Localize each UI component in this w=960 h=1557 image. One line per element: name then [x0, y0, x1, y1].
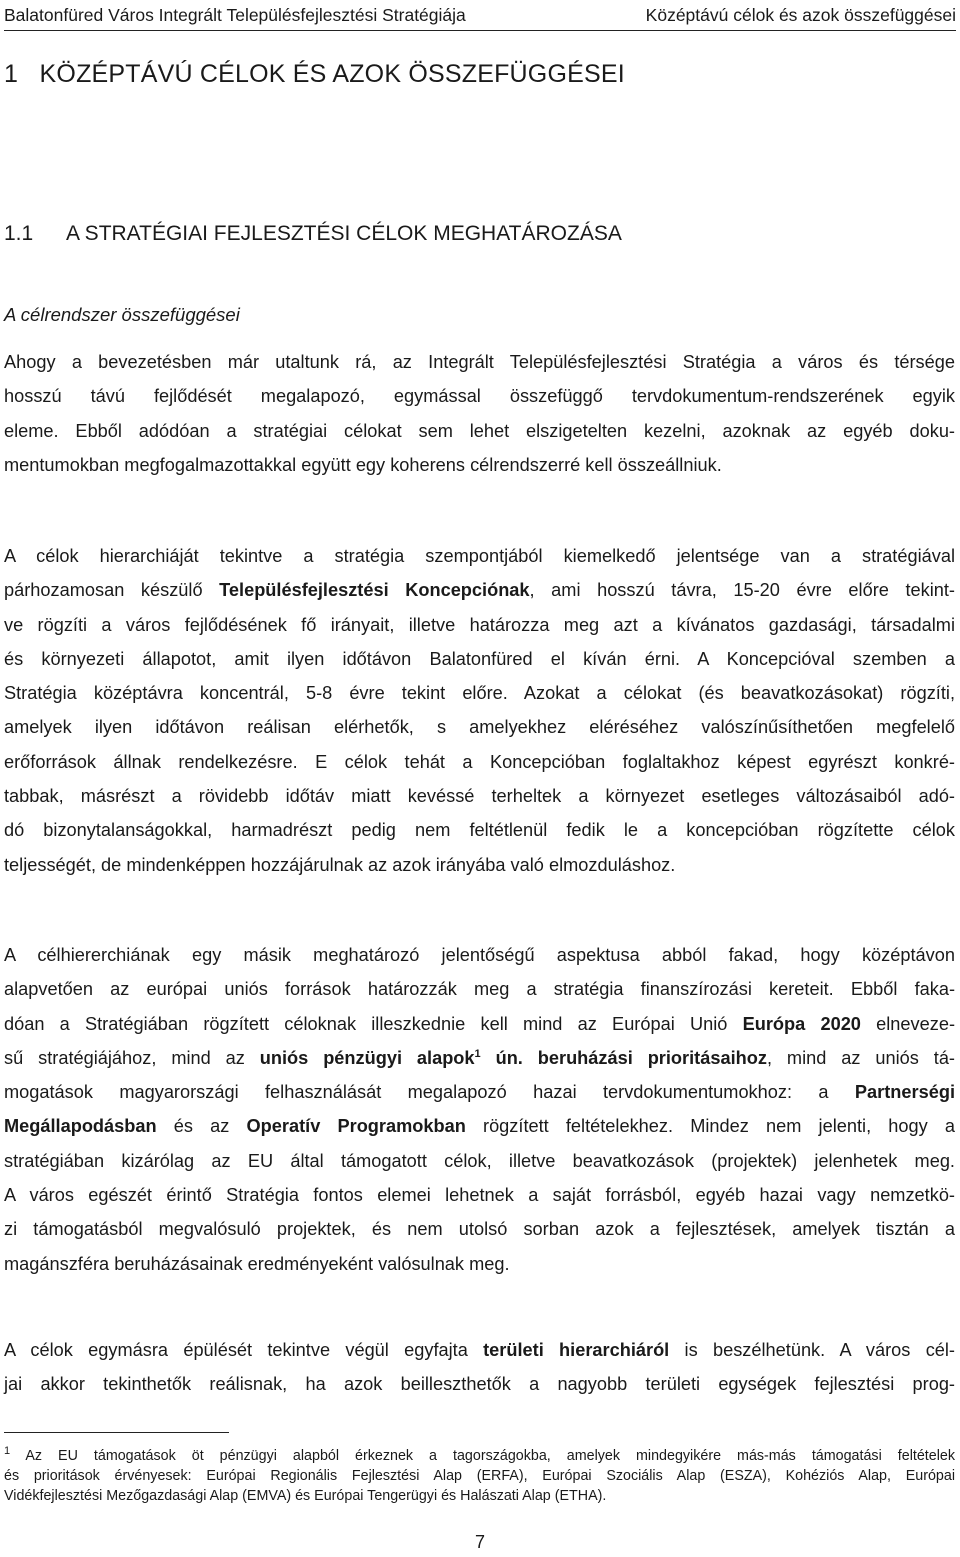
paragraph-line	[4, 1333, 955, 1367]
paragraph-line: dó bizonytalanságokkal, harmadrészt pedig nem feltétlenül fedik le a koncepcióban rögzítette célok	[4, 820, 955, 841]
footnote-line: és prioritások érvényesek: Európai Regionális Fejlesztési Alap (ERFA), Európai Szociális Alap (ESZA), Kohéziós Alap, Európai	[4, 1468, 955, 1484]
running-header	[4, 0, 956, 31]
text-run: rögzített feltételekhez. Mindez nem jelenti, hogy a	[465, 1116, 956, 1137]
text-run: párhozamosan készülő	[4, 580, 220, 601]
text-run: mogatások magyarországi felhasználását megalapozó hazai tervdokumentumokhoz: a	[4, 1082, 855, 1103]
paragraph-line: jai akkor tekinthetők reálisnak, ha azok beilleszthetők a nagyobb területi egységek fejlesztési prog-	[4, 1374, 955, 1395]
bold-term: uniós pénzügyi alapok	[259, 1047, 475, 1068]
paragraph-3	[4, 938, 955, 1281]
text-run: dóan a Stratégiában rögzített céloknak illeszkednie kell mind az Európai Unió	[4, 1013, 743, 1034]
text-run: sű stratégiájához, mind az	[4, 1047, 260, 1068]
footnote-marker: 1	[4, 1445, 11, 1458]
paragraph-2	[4, 539, 955, 882]
bold-term: Operatív Programokban	[246, 1116, 466, 1137]
bold-term: Európa 2020	[742, 1013, 861, 1034]
paragraph-line: és környezeti állapotot, amit ilyen időtávon Balatonfüred el kíván érni. A Koncepcióval szemben a	[4, 648, 955, 669]
paragraph-line: A célhiererchiának egy másik meghatározó jelentőségű aspektusa abból fakad, hogy középtávon	[4, 945, 955, 965]
bold-term: Megállapodásban	[4, 1116, 157, 1137]
bold-term: Partnerségi	[854, 1082, 955, 1103]
paragraph-line: eleme. Ebből adódóan a stratégiai célokat sem lehet elszigetelten kezelni, azoknak az egyéb doku-	[4, 420, 955, 441]
paragraph-line: stratégiában kizárólag az EU által támogatott célok, illetve beavatkozások (projektek) jelenhetek meg.	[4, 1150, 955, 1171]
header-document-title: Balatonfüred Város Integrált Településfejlesztési Stratégiája	[4, 5, 466, 25]
paragraph-line	[4, 1109, 955, 1143]
paragraph-line: mentumokban megfogalmazottakkal együtt egy koherens célrendszerré kell összeállniuk.	[4, 454, 722, 475]
chapter-number: 1	[4, 60, 19, 88]
paragraph-line: erőforrások állnak rendelkezésre. E célok tehát a Koncepcióban foglaltakhoz képest egyrészt konkré-	[4, 751, 955, 772]
chapter-heading	[4, 60, 625, 89]
bold-term: területi hierarchiáról	[483, 1340, 670, 1360]
paragraph-line: A város egészét érintő Stratégia fontos elemei lehetnek a saját forrásból, egyéb hazai vagy nemzetkö-	[4, 1185, 955, 1206]
paragraph-line: tabbak, másrészt a rövidebb időtáv miatt kevéssé terheltek a környezet esetleges változásaiból adó-	[4, 786, 955, 807]
footnote-line	[4, 1446, 955, 1466]
paragraph-line	[4, 1041, 955, 1075]
text-run: elneveze-	[860, 1013, 955, 1034]
paragraph-line	[4, 1007, 955, 1041]
footnote-separator	[4, 1432, 229, 1433]
text-run: Az EU támogatások öt pénzügyi alapból érkeznek a tagországokba, amelyek mindegyikére más-más támogatási feltételek	[10, 1448, 955, 1464]
text-run: A célok egymásra épülését tekintve végül egyfajta	[4, 1340, 484, 1360]
footnote	[4, 1446, 955, 1506]
subsection-heading: A célrendszer összefüggései	[4, 304, 240, 325]
paragraph-line: hosszú távú fejlődését megalapozó, egymással összefüggő tervdokumentum-rendszerének egyik	[4, 386, 955, 407]
text-run: is beszélhetünk. A város cél-	[669, 1340, 955, 1360]
section-heading	[4, 222, 622, 246]
chapter-title: KÖZÉPTÁVÚ CÉLOK ÉS AZOK ÖSSZEFÜGGÉSEI	[39, 60, 625, 88]
paragraph-4	[4, 1333, 955, 1402]
paragraph-line: magánszféra beruházásainak eredményeként valósulnak meg.	[4, 1253, 510, 1274]
text-run: és az	[156, 1116, 247, 1137]
section-title: A STRATÉGIAI FEJLESZTÉSI CÉLOK MEGHATÁROZÁSA	[66, 222, 622, 245]
paragraph-line: teljességét, de mindenképpen hozzájárulnak az azok irányába való elmozduláshoz.	[4, 854, 676, 875]
footnote-reference-number: 1	[474, 1047, 481, 1060]
section-number: 1.1	[4, 222, 34, 245]
paragraph-line	[4, 1075, 955, 1109]
text-run: , mind az uniós tá-	[766, 1047, 955, 1068]
paragraph-line	[4, 573, 955, 607]
paragraph-line: Ahogy a bevezetésben már utaltunk rá, az Integrált Településfejlesztési Stratégia a város és térsége	[4, 352, 955, 372]
paragraph-line: amelyek ilyen időtávon reálisan elérhetők, s amelyekhez eléréséhez valószínűsíthetően megfelelő	[4, 717, 955, 738]
footnote-line: Vidékfejlesztési Mezőgazdasági Alap (EMVA) és Európai Tengerügyi és Halászati Alap (ETHA).	[4, 1488, 607, 1504]
paragraph-line: zi támogatásból megvalósuló projektek, és nem utolsó sorban azok a fejlesztések, amelyek tisztán a	[4, 1219, 955, 1240]
paragraph-line: alapvetően az európai uniós források határozzák meg a stratégia finanszírozási kereteit. Ebből faka-	[4, 979, 955, 1000]
paragraph-1	[4, 345, 955, 482]
bold-term: Településfejlesztési Koncepciónak	[219, 580, 530, 601]
paragraph-line: ve rögzíti a város fejlődésének fő irányait, illetve határozza meg azt a kívánatos gazdasági, társadalmi	[4, 614, 955, 635]
paragraph-line: A célok hierarchiáját tekintve a stratégia szempontjából kiemelkedő jelentsége van a stratégiával	[4, 546, 955, 566]
page-number: 7	[474, 1532, 485, 1552]
header-chapter-title: Középtávú célok és azok összefüggései	[645, 5, 956, 25]
paragraph-line: Stratégia középtávra koncentrál, 5-8 évre tekint előre. Azokat a célokat (és beavatkozásokat) rögzíti,	[4, 683, 955, 704]
bold-term: ún. beruházási prioritásaihoz	[480, 1047, 767, 1068]
text-run: , ami hosszú távra, 15-20 évre előre tekint-	[529, 580, 955, 601]
